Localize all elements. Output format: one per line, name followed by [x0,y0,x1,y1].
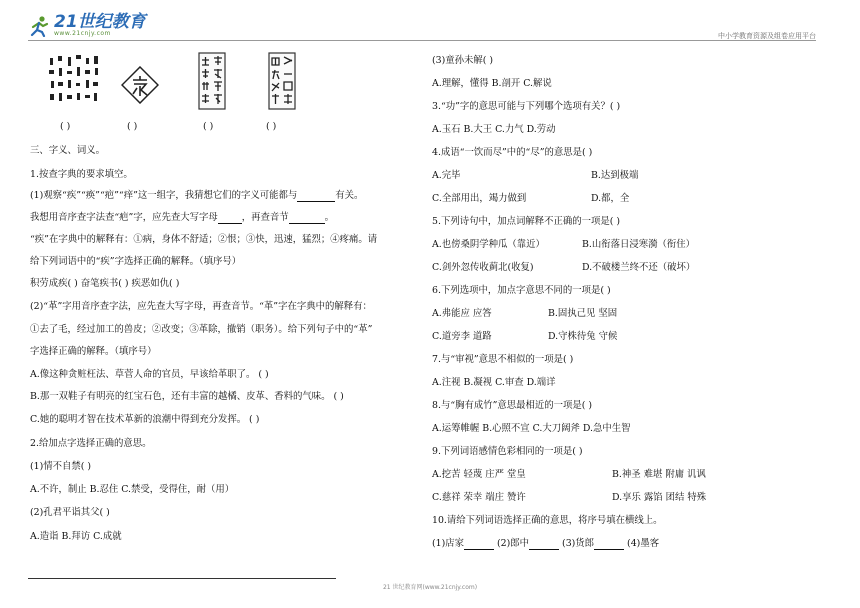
q4-stem[interactable]: 4.成语“一饮而尽”中的“尽”的意思是( ) [432,147,593,158]
q4-option-d[interactable]: D.都，全 [591,193,630,204]
q10-stem: 10.请给下列词语选择正确的意思，将序号填在横线上。 [432,515,663,526]
q9-option-b[interactable]: B.神圣 难堪 附庸 讥讽 [612,469,706,480]
footer-text: 21 世纪教育网(www.21cnjy.com) [382,584,478,591]
q9-stem[interactable]: 9.下列词语感情色彩相同的一项是( ) [432,446,583,457]
brand-name: 21世纪教育 [54,12,146,32]
calligraphy-image-2 [121,66,159,104]
calligraphy-image-3 [198,52,226,110]
q2-2-stem[interactable]: (2)孔君平诣其父( ) [30,507,110,518]
q4-option-c[interactable]: C.全部用出，竭力做到 [432,193,527,204]
section-title: 三、字义、词义。 [30,145,106,156]
q5-option-b[interactable]: B.山衔落日浸寒漪（衔住） [582,239,695,250]
image-answer-3[interactable]: ( ) [203,121,214,132]
q1-1-line-d: 给下列词语中的“疾”字选择正确的解释。（填序号） [30,256,242,267]
q1-1-line-b: 我想用音序查字法查“疤”字，应先查大写字母 ，再查音节 。 [30,212,334,223]
q10-blank-3[interactable] [594,540,624,550]
q1-2-option-a[interactable]: A.像这种贪赃枉法、草菅人命的官员，早该给革职了。 ( ) [30,369,269,380]
q9-option-c[interactable]: C.慈祥 荣幸 端庄 赞许 [432,492,526,503]
q1-1-blank-syllable[interactable] [289,214,325,224]
q7-options[interactable]: A.注视 B.凝视 C.审查 D.端详 [432,377,556,388]
q2-1-stem[interactable]: (1)情不自禁( ) [30,461,92,472]
q5-option-c[interactable]: C.剑外忽传收蓟北(收复) [432,262,534,273]
q2-1-options[interactable]: A.不许，制止 B.忍住 C.禁受，受得住，耐（用） [30,484,235,495]
q6-option-d[interactable]: D.守株待兔 守候 [548,331,618,342]
header-divider [28,40,816,41]
q2-3-options[interactable]: A.理解，懂得 B.剖开 C.解说 [432,78,552,89]
q1-2-line-c: 字选择正确的解释。（填序号） [30,346,157,357]
runner-logo-icon [28,15,50,37]
q4-option-a[interactable]: A.完毕 [432,170,461,181]
q1-title: 1.按查字典的要求填空。 [30,169,133,180]
q6-stem[interactable]: 6.下列选项中，加点字意思不同的一项是( ) [432,285,611,296]
q9-option-a[interactable]: A.挖苦 轻蔑 庄严 堂皇 [432,469,526,480]
brand-url: www.21cnjy.com [54,30,111,37]
q10-blank-2[interactable] [529,540,559,550]
q9-option-d[interactable]: D.享乐 露馅 团结 特殊 [612,492,707,503]
q10-blank-1[interactable] [464,540,494,550]
q2-title: 2.给加点字选择正确的意思。 [30,438,152,449]
q2-2-options[interactable]: A.造诣 B.拜访 C.成就 [30,531,122,542]
q6-option-a[interactable]: A.弗能应 应答 [432,308,492,319]
q7-stem[interactable]: 7.与“审视”意思不相似的一项是( ) [432,354,574,365]
q1-1-blank-letter[interactable] [218,214,242,224]
q2-3-stem[interactable]: (3)童孙未解( ) [432,55,494,66]
header-logo [28,14,146,37]
q8-stem[interactable]: 8.与“胸有成竹”意思最相近的一项是( ) [432,400,593,411]
q6-option-b[interactable]: B.固执己见 坚固 [548,308,618,319]
q8-options[interactable]: A.运筹帷幄 B.心照不宣 C.大刀阔斧 D.急中生智 [432,423,631,434]
image-answer-1[interactable]: ( ) [60,121,71,132]
image-answer-4[interactable]: ( ) [266,121,277,132]
q3-stem[interactable]: 3.“功”字的意思可能与下列哪个选项有关？( ) [432,101,621,112]
calligraphy-image-1 [46,52,104,110]
q3-options[interactable]: A.玉石 B.大王 C.力气 D.劳动 [432,124,556,135]
q5-stem[interactable]: 5.下列诗句中，加点词解释不正确的一项是( ) [432,216,620,227]
q10-blanks: (1)店家 (2)郎中 (3)货郎 (4)墨客 [432,538,660,549]
calligraphy-image-4 [268,52,296,110]
image-answer-2[interactable]: ( ) [127,121,138,132]
q1-2-option-c[interactable]: C.她的聪明才智在技术革新的浪潮中得到充分发挥。 ( ) [30,414,260,425]
footer-divider [28,578,336,579]
q1-1-line-e[interactable]: 积劳成疾( ) 奋笔疾书( ) 疾恶如仇( ) [30,278,180,289]
q6-option-c[interactable]: C.道旁李 道路 [432,331,492,342]
q1-2-line-a: (2)“革”字用音序查字法，应先查大写字母，再查音节。“革”字在字典中的解释有： [30,301,372,312]
q1-1-line-c: “疾”在字典中的解释有：①病，身体不舒适；②恨；③快，迅速，猛烈；④疼痛。请 [30,234,378,245]
platform-name: 中小学教育资源及组卷应用平台 [718,32,816,40]
q1-1-blank-a[interactable] [297,192,335,202]
q1-2-option-b[interactable]: B.那一双鞋子有明亮的红宝石色，还有丰富的越橘、皮革、香料的气味。 ( ) [30,391,344,402]
q1-2-line-b: ①去了毛，经过加工的兽皮；②改变；③革除，撤销（职务）。给下列句子中的“革” [30,324,373,335]
q5-option-d[interactable]: D.不破楼兰终不还（破坏） [582,262,696,273]
q5-option-a[interactable]: A.也傍桑阴学种瓜（靠近） [432,239,545,250]
q4-option-b[interactable]: B.达到极端 [591,170,639,181]
q1-1-line-a: (1)观察“疾”“痪”“疤”“痒”这一组字，我猜想它们的字义可能都与 有关。 [30,190,364,201]
